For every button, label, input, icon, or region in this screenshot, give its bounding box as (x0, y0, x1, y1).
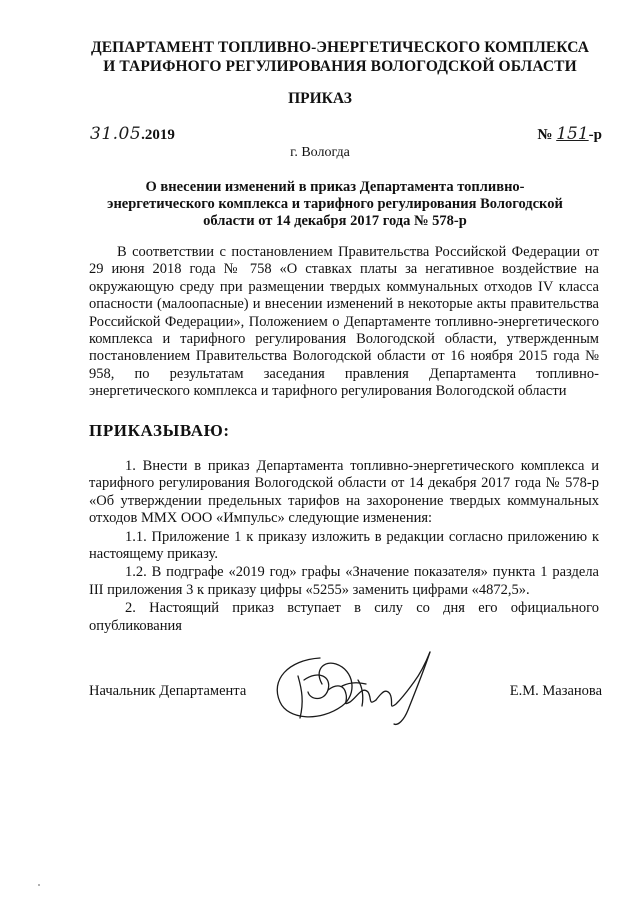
number-prefix: № (537, 127, 553, 143)
order-items (89, 458, 599, 635)
department-line-2: И ТАРИФНОГО РЕГУЛИРОВАНИЯ ВОЛОГОДСКОЙ ОБЛАСТИ (103, 58, 577, 75)
subject-line-2: энергетического комплекса и тарифного регулирования Вологодской (107, 196, 563, 212)
order-subject (100, 179, 570, 230)
department-line-1: ДЕПАРТАМЕНТ ТОПЛИВНО-ЭНЕРГЕТИЧЕСКОГО КОМПЛЕКСА (90, 39, 590, 56)
document-type: ПРИКАЗ (288, 90, 352, 107)
scan-speck (38, 884, 40, 886)
handwritten-number: 151 (556, 124, 589, 144)
date-year: .2019 (141, 127, 175, 143)
order-item-1: 1. Внести в приказ Департамента топливно-энергетического комплекса и тарифного регулирования Вологодской области от 14 декабря 2017 года № 578-р «Об утверждении предельных тарифов на захоронение твердых коммунальных отходов ММХ ООО «Импульс» следующие изменения: (89, 458, 599, 527)
subject-line-3: области от 14 декабря 2017 года № 578-р (203, 213, 467, 229)
number-suffix: -р (588, 127, 602, 143)
handwritten-signature (258, 640, 458, 730)
signatory-name: Е.М. Мазанова (509, 683, 602, 699)
signatory-position: Начальник Департамента (89, 683, 247, 699)
preamble-text: В соответствии с постановлением Правительства Российской Федерации от 29 июня 2018 года № 758 «О ставках платы за негативное воздействие на окружающую среду при размещении твердых коммунальных отходов IV класса опасности (малоопасные) и внесении изменений в некоторые акты правительства Российской Федерации», Положением о Департаменте топливно-энергетического комплекса и тарифного регулирования Вологодской области, утвержденным постановлением Правительства Вологодской области от 16 ноября 2015 года № 958, по результатам заседания правления Департамента топливно-энергетического комплекса и тарифного регулирования Вологодской области (89, 244, 599, 400)
department-header (70, 38, 610, 76)
order-item-1-1: 1.1. Приложение 1 к приказу изложить в редакции согласно приложению к настоящему приказу. (89, 528, 599, 563)
order-item-2: 2. Настоящий приказ вступает в силу со дня его официального опубликования (89, 600, 599, 634)
subject-line-1: О внесении изменений в приказ Департамента топливно- (145, 179, 525, 195)
preamble (89, 244, 599, 401)
order-number (537, 124, 602, 144)
city: г. Вологда (290, 145, 350, 160)
order-item-1-2: 1.2. В подграфе «2019 год» графы «Значение показателя» пункта 1 раздела III приложения 3 к приказу цифры «5255» заменить цифрами «4872,5». (89, 564, 599, 598)
directive-heading: ПРИКАЗЫВАЮ: (89, 421, 230, 440)
handwritten-date: 31.05 (90, 124, 142, 144)
order-date (90, 124, 175, 144)
